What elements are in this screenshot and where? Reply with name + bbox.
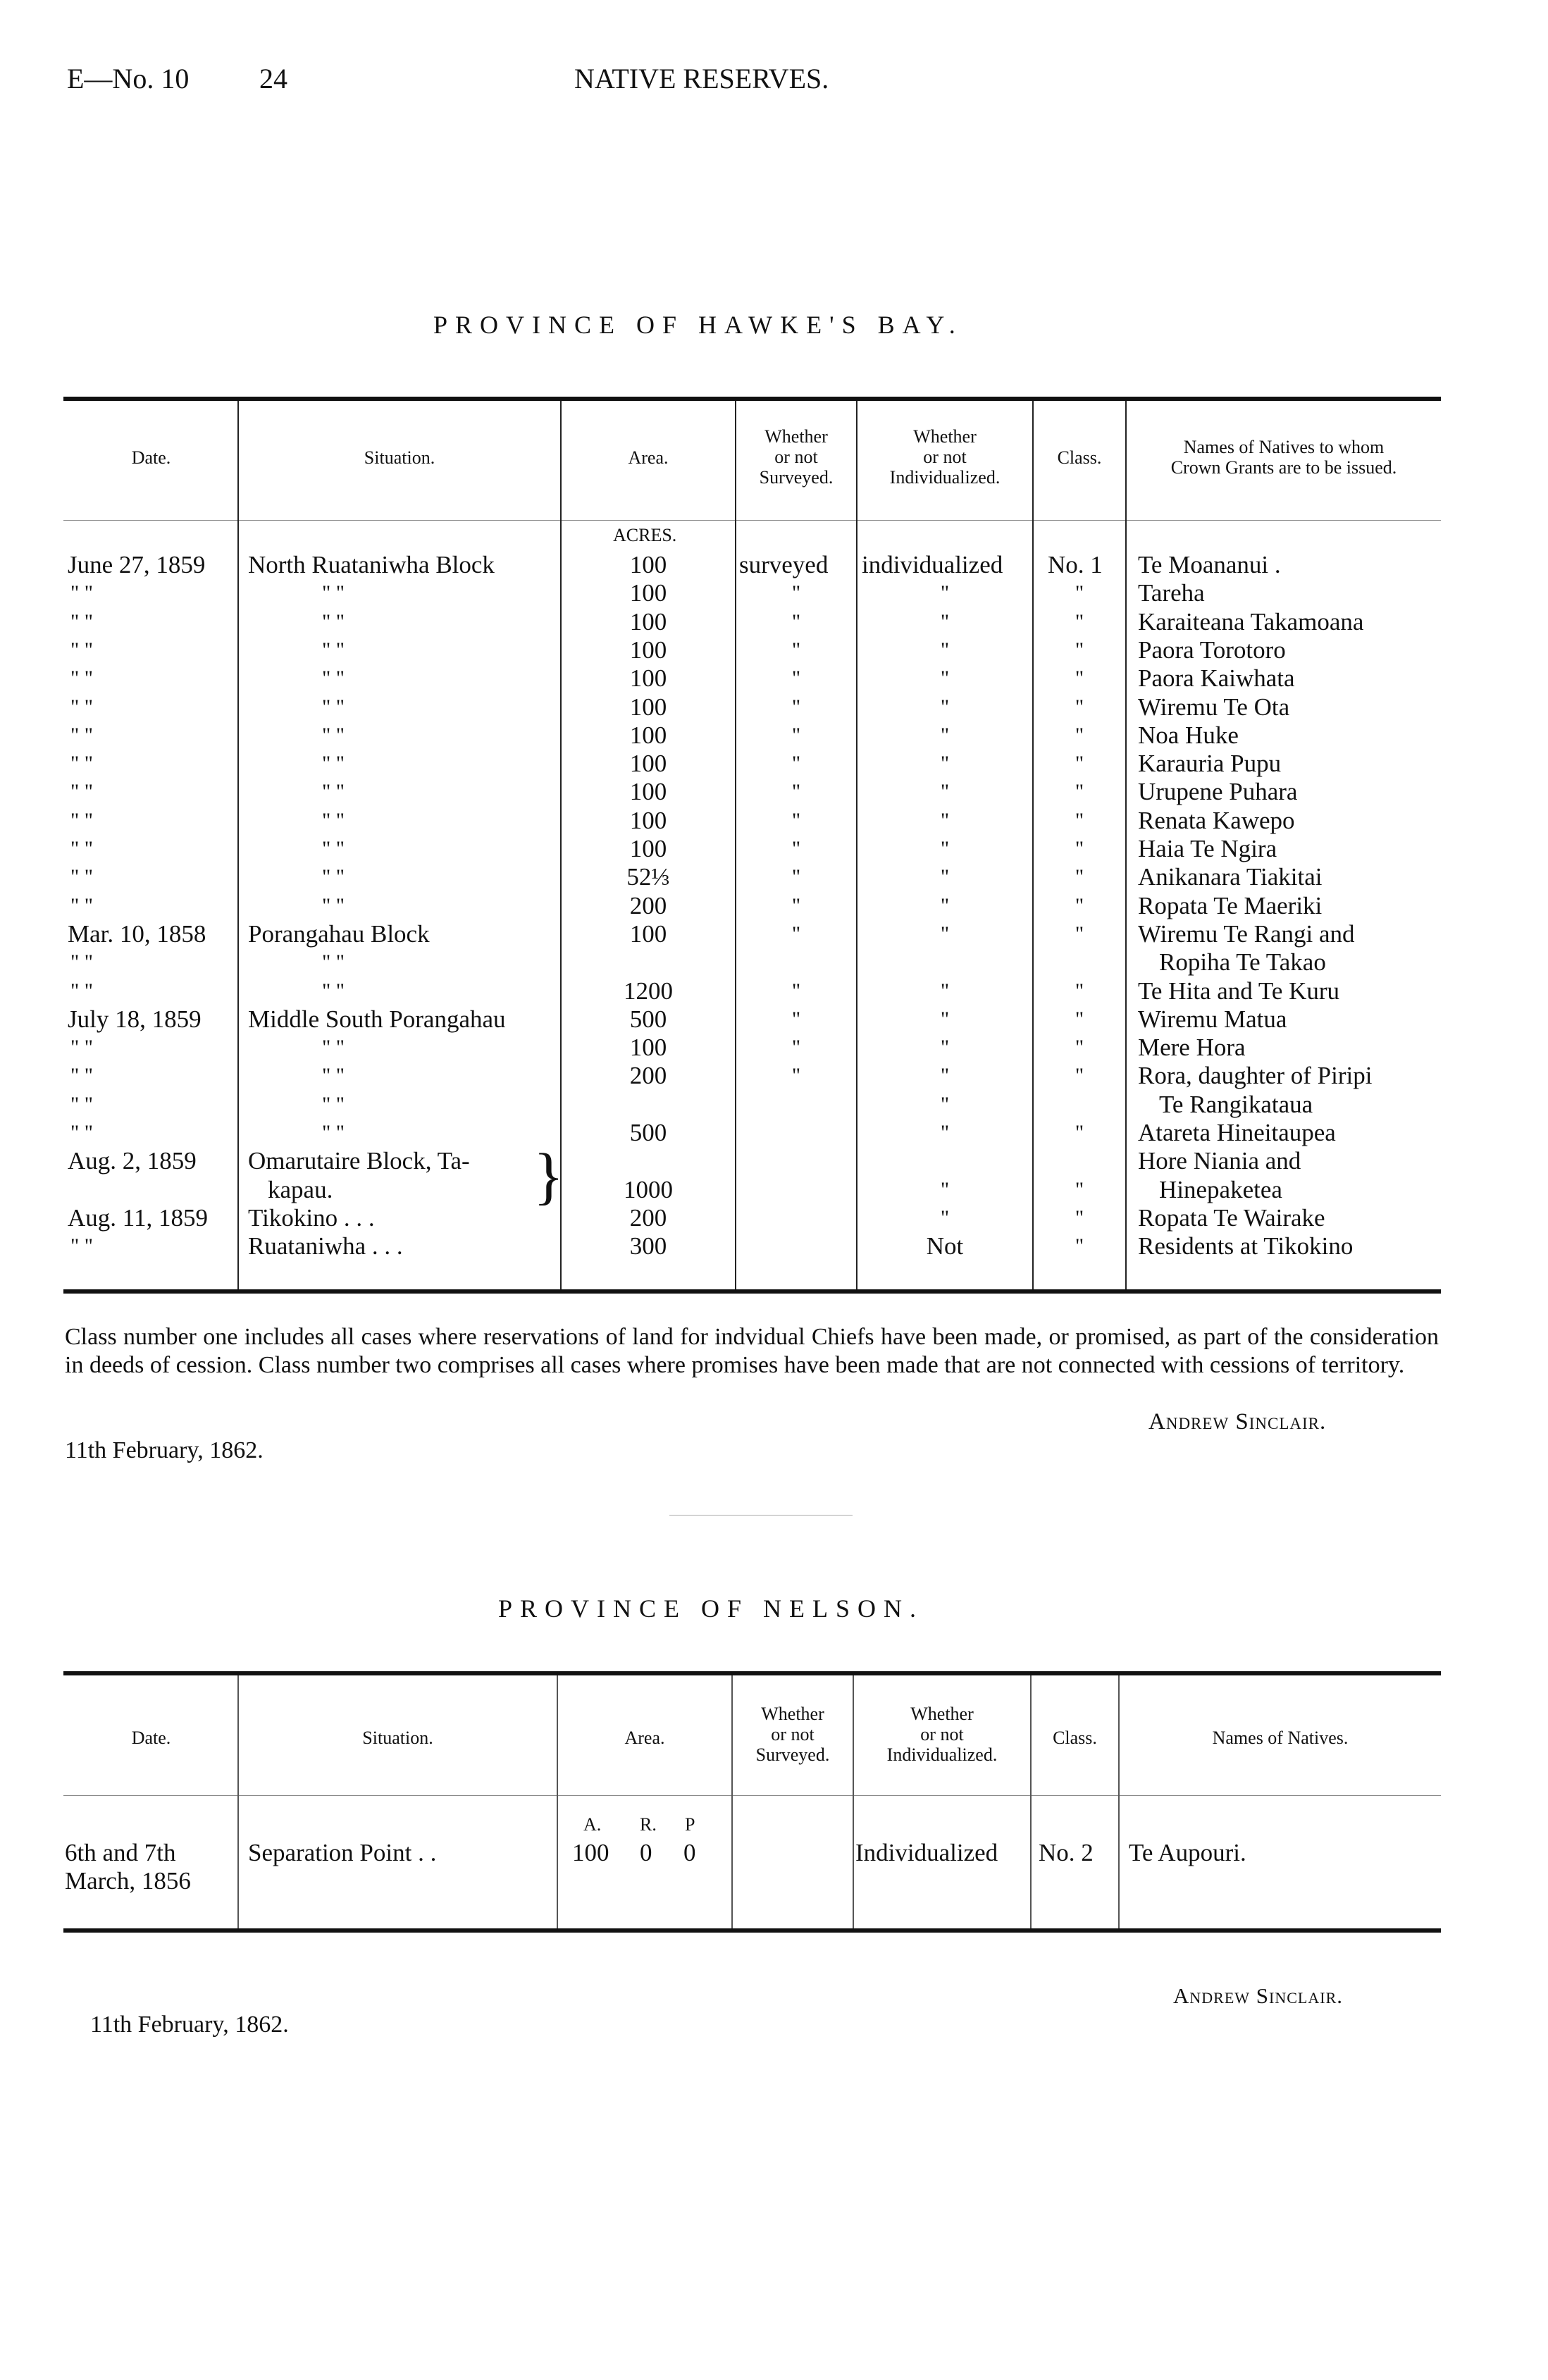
cell-surveyed: "	[791, 809, 801, 832]
table-top-rule	[63, 1671, 1441, 1675]
cell-area: 100	[629, 608, 667, 636]
cell-surveyed: "	[791, 894, 801, 917]
cell-individualized: "	[940, 1121, 950, 1144]
cell-area: 100	[629, 807, 667, 834]
cell-class: "	[1075, 780, 1084, 803]
cell-date: " "	[70, 1121, 93, 1144]
col-divider	[237, 401, 239, 1289]
cell-area: 100	[629, 750, 667, 777]
cell-name: Ropata Te Maeriki	[1138, 892, 1323, 919]
cell-individualized: "	[940, 610, 950, 633]
cell-situation: North Ruataniwha Block	[248, 551, 495, 578]
cell-area: 100	[629, 693, 667, 721]
cell-date: " "	[70, 581, 93, 605]
nelson-situation: Separation Point . .	[248, 1839, 437, 1866]
cell-surveyed: "	[791, 1008, 801, 1031]
cell-individualized: "	[940, 724, 950, 747]
cell-individualized: "	[940, 865, 950, 888]
area-unit-acres: A.	[583, 1814, 602, 1835]
cell-class: "	[1075, 581, 1084, 605]
cell-situation: " "	[322, 581, 345, 605]
cell-area: 52⅓	[626, 863, 670, 891]
cell-class: "	[1075, 865, 1084, 888]
cell-date: " "	[70, 894, 93, 917]
cell-individualized: "	[940, 1064, 950, 1087]
cell-situation: " "	[322, 1036, 345, 1059]
cell-area: 200	[629, 892, 667, 919]
cell-date: " "	[70, 809, 93, 832]
hawkes-bay-title: PROVINCE OF HAWKE'S BAY.	[433, 311, 963, 339]
cell-surveyed: "	[791, 922, 801, 946]
col-header-area: Area.	[628, 447, 669, 468]
col-header-situation: Situation.	[364, 447, 435, 468]
col-header-surveyed: Whether or not Surveyed.	[759, 426, 834, 488]
cell-class: "	[1075, 894, 1084, 917]
cell-individualized: "	[940, 1206, 950, 1229]
cell-individualized: "	[940, 638, 950, 662]
cell-situation: " "	[322, 894, 345, 917]
cell-area: 100	[629, 551, 667, 578]
col-divider	[237, 1675, 239, 1928]
cell-situation: kapau.	[268, 1176, 333, 1203]
cell-name: Wiremu Te Rangi and	[1138, 920, 1355, 948]
cell-date: " "	[70, 752, 93, 775]
col-divider	[557, 1675, 558, 1928]
cell-date: " "	[70, 1234, 93, 1258]
cell-name: Te Rangikataua	[1159, 1091, 1313, 1118]
cell-area: 100	[629, 664, 667, 692]
cell-situation: " "	[322, 752, 345, 775]
cell-name: Hore Niania and	[1138, 1147, 1301, 1174]
cell-name: Ropata Te Wairake	[1138, 1204, 1325, 1232]
date-line: 11th February, 1862.	[65, 1437, 264, 1463]
cell-individualized: "	[940, 837, 950, 860]
cell-surveyed: "	[791, 979, 801, 1003]
cell-name: Ropiha Te Takao	[1159, 948, 1326, 976]
cell-individualized: "	[940, 780, 950, 803]
cell-situation: " "	[322, 695, 345, 719]
col-header-date: Date.	[131, 1728, 171, 1748]
cell-area: 1200	[624, 977, 673, 1005]
cell-area: 200	[629, 1204, 667, 1232]
cell-area: 1000	[624, 1176, 673, 1203]
cell-name: Noa Huke	[1138, 721, 1239, 749]
cell-area: 200	[629, 1062, 667, 1089]
cell-situation: Middle South Porangahau	[248, 1005, 506, 1033]
cell-individualized: "	[940, 695, 950, 719]
nelson-area-roods: 0	[640, 1839, 652, 1866]
cell-date: " "	[70, 610, 93, 633]
nelson-class: No. 2	[1039, 1839, 1094, 1866]
date-line: 11th February, 1862.	[90, 2012, 289, 2038]
cell-area: 100	[629, 835, 667, 862]
cell-date: " "	[70, 979, 93, 1003]
col-divider	[1125, 401, 1127, 1289]
cell-class: No. 1	[1048, 551, 1103, 578]
table-bottom-rule	[63, 1289, 1441, 1294]
header-bottom-rule	[63, 520, 1441, 521]
cell-name: Haia Te Ngira	[1138, 835, 1277, 862]
col-divider	[1118, 1675, 1120, 1928]
cell-class: "	[1075, 1206, 1084, 1229]
cell-surveyed: "	[791, 752, 801, 775]
area-unit-perches: P	[685, 1814, 695, 1835]
signature: Andrew Sinclair.	[1173, 1983, 1343, 2008]
cell-situation: Omarutaire Block, Ta-	[248, 1147, 470, 1174]
cell-class: "	[1075, 695, 1084, 719]
cell-name: Paora Torotoro	[1138, 636, 1286, 664]
class-note: Class number one includes all cases where reservations of land for indvidual Chiefs have been made, or promised, as part of the consideration in deeds of cession. Class number two comprises all cases where promises have been made that are not connected with cessions of territory.	[65, 1324, 1439, 1378]
cell-surveyed: "	[791, 610, 801, 633]
cell-individualized: "	[940, 752, 950, 775]
running-title: NATIVE RESERVES.	[574, 63, 829, 94]
section-separator	[669, 1515, 853, 1516]
cell-name: Tareha	[1138, 579, 1205, 607]
cell-individualized: "	[940, 894, 950, 917]
cell-individualized: "	[940, 667, 950, 690]
cell-date: " "	[70, 950, 93, 974]
cell-date: Mar. 10, 1858	[68, 920, 206, 948]
cell-name: Anikanara Tiakitai	[1138, 863, 1323, 891]
cell-class: "	[1075, 752, 1084, 775]
cell-name: Te Hita and Te Kuru	[1138, 977, 1340, 1005]
col-header-names: Names of Natives.	[1212, 1728, 1349, 1748]
cell-class: "	[1075, 1234, 1084, 1258]
table-bottom-rule	[63, 1928, 1441, 1933]
col-header-situation: Situation.	[362, 1728, 433, 1748]
cell-area: 100	[629, 920, 667, 948]
cell-date: " "	[70, 724, 93, 747]
cell-situation: " "	[322, 610, 345, 633]
cell-date: " "	[70, 837, 93, 860]
cell-individualized: "	[940, 1093, 950, 1116]
cell-situation: " "	[322, 865, 345, 888]
cell-surveyed: "	[791, 724, 801, 747]
cell-surveyed: "	[791, 780, 801, 803]
cell-name: Rora, daughter of Piripi	[1138, 1062, 1373, 1089]
cell-date: June 27, 1859	[68, 551, 206, 578]
nelson-name: Te Aupouri.	[1129, 1839, 1246, 1866]
cell-class: "	[1075, 724, 1084, 747]
cell-date: " "	[70, 667, 93, 690]
cell-situation: " "	[322, 724, 345, 747]
cell-class: "	[1075, 922, 1084, 946]
cell-situation: " "	[322, 950, 345, 974]
cell-date: Aug. 2, 1859	[68, 1147, 197, 1174]
cell-date: " "	[70, 695, 93, 719]
nelson-area-perches: 0	[683, 1839, 696, 1866]
col-header-class: Class.	[1057, 447, 1102, 468]
cell-date: Aug. 11, 1859	[68, 1204, 208, 1232]
cell-date: " "	[70, 1093, 93, 1116]
col-header-names: Names of Natives to whom Crown Grants are to be issued.	[1170, 437, 1397, 478]
cell-name: Wiremu Te Ota	[1138, 693, 1290, 721]
cell-surveyed: "	[791, 638, 801, 662]
cell-individualized: "	[940, 1178, 950, 1201]
cell-situation: " "	[322, 1121, 345, 1144]
cell-date: " "	[70, 865, 93, 888]
cell-class: "	[1075, 979, 1084, 1003]
cell-individualized: "	[940, 1036, 950, 1059]
cell-surveyed: "	[791, 1064, 801, 1087]
cell-name: Paora Kaiwhata	[1138, 664, 1295, 692]
col-header-date: Date.	[131, 447, 171, 468]
page-series: E—No. 10	[67, 63, 190, 94]
cell-surveyed: "	[791, 865, 801, 888]
cell-surveyed: "	[791, 581, 801, 605]
cell-class: "	[1075, 1036, 1084, 1059]
cell-situation: " "	[322, 979, 345, 1003]
brace: }	[533, 1141, 564, 1211]
cell-area: 500	[629, 1005, 667, 1033]
col-header-class: Class.	[1053, 1728, 1097, 1748]
col-divider	[1030, 1675, 1032, 1928]
cell-situation: " "	[322, 780, 345, 803]
cell-area: 100	[629, 1034, 667, 1061]
cell-class: "	[1075, 1178, 1084, 1201]
cell-situation: " "	[322, 809, 345, 832]
cell-surveyed: "	[791, 667, 801, 690]
cell-name: Residents at Tikokino	[1138, 1232, 1354, 1260]
cell-surveyed: "	[791, 695, 801, 719]
cell-situation: Porangahau Block	[248, 920, 430, 948]
cell-individualized: Not	[926, 1232, 964, 1260]
cell-surveyed: "	[791, 1036, 801, 1059]
cell-class: "	[1075, 638, 1084, 662]
nelson-title: PROVINCE OF NELSON.	[498, 1594, 924, 1623]
nelson-area-acres: 100	[572, 1839, 609, 1866]
area-unit-roods: R.	[640, 1814, 657, 1835]
cell-individualized: "	[940, 809, 950, 832]
cell-class: "	[1075, 837, 1084, 860]
cell-area: 100	[629, 721, 667, 749]
col-header-area: Area.	[624, 1728, 665, 1748]
cell-date: " "	[70, 1064, 93, 1087]
cell-date: " "	[70, 638, 93, 662]
cell-class: "	[1075, 667, 1084, 690]
cell-class: "	[1075, 610, 1084, 633]
cell-class: "	[1075, 809, 1084, 832]
cell-surveyed: "	[791, 837, 801, 860]
nelson-individualized: Individualized	[855, 1839, 998, 1866]
cell-name: Urupene Puhara	[1138, 778, 1298, 805]
cell-individualized: "	[940, 979, 950, 1003]
cell-name: Atareta Hineitaupea	[1138, 1119, 1336, 1146]
col-header-individualized: Whether or not Individualized.	[889, 426, 1001, 488]
cell-date: " "	[70, 1036, 93, 1059]
cell-area: 500	[629, 1119, 667, 1146]
cell-situation: " "	[322, 638, 345, 662]
cell-name: Karaiteana Takamoana	[1138, 608, 1364, 636]
cell-area: 100	[629, 636, 667, 664]
cell-individualized: individualized	[862, 551, 1003, 578]
cell-name: Te Moananui .	[1138, 551, 1281, 578]
cell-name: Mere Hora	[1138, 1034, 1246, 1061]
signature: Andrew Sinclair.	[1148, 1409, 1327, 1434]
cell-situation: " "	[322, 1093, 345, 1116]
cell-name: Wiremu Matua	[1138, 1005, 1287, 1033]
table-top-rule	[63, 397, 1441, 401]
cell-individualized: "	[940, 1008, 950, 1031]
cell-surveyed: surveyed	[739, 551, 829, 578]
cell-situation: " "	[322, 667, 345, 690]
area-unit: ACRES.	[613, 525, 677, 545]
cell-situation: Ruataniwha . . .	[248, 1232, 403, 1260]
cell-date: " "	[70, 780, 93, 803]
cell-name: Karauria Pupu	[1138, 750, 1282, 777]
cell-date: July 18, 1859	[68, 1005, 202, 1033]
cell-individualized: "	[940, 581, 950, 605]
cell-class: "	[1075, 1064, 1084, 1087]
page-number: 24	[259, 63, 287, 94]
cell-class: "	[1075, 1121, 1084, 1144]
header-bottom-rule	[63, 1795, 1441, 1796]
nelson-date: 6th and 7th March, 1856	[65, 1839, 191, 1895]
cell-area: 100	[629, 579, 667, 607]
cell-name: Hinepaketea	[1159, 1176, 1282, 1203]
col-header-surveyed: Whether or not Surveyed.	[755, 1704, 830, 1765]
cell-area: 100	[629, 778, 667, 805]
col-header-individualized: Whether or not Individualized.	[886, 1704, 998, 1765]
cell-individualized: "	[940, 922, 950, 946]
cell-situation: Tikokino . . .	[248, 1204, 375, 1232]
cell-name: Renata Kawepo	[1138, 807, 1295, 834]
cell-area: 300	[629, 1232, 667, 1260]
cell-situation: " "	[322, 837, 345, 860]
cell-situation: " "	[322, 1064, 345, 1087]
cell-class: "	[1075, 1008, 1084, 1031]
